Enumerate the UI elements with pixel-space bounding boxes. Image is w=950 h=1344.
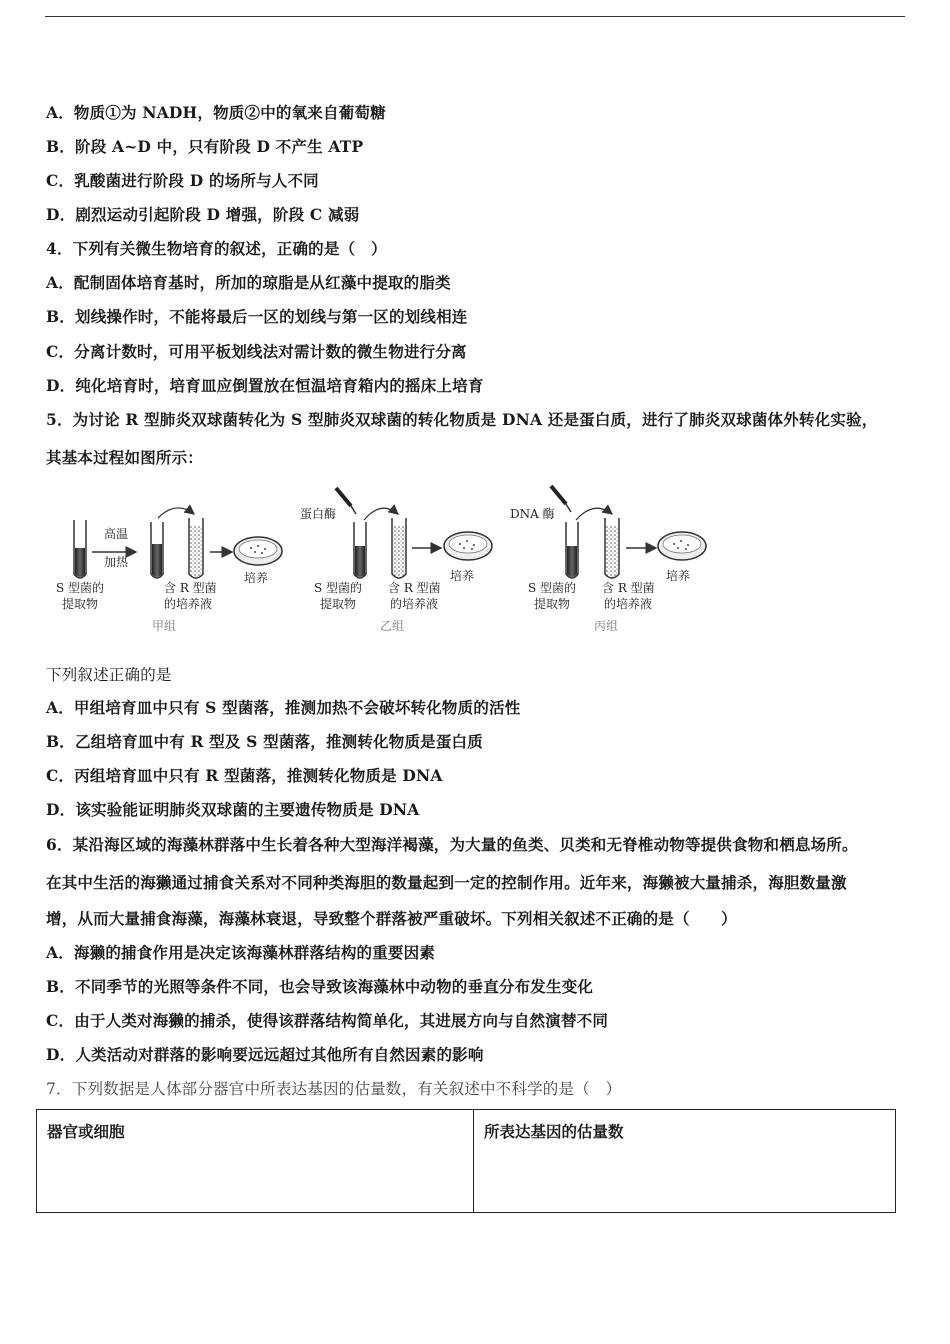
petri-dish bbox=[444, 532, 492, 560]
table-header-gene-count: 所表达基因的估量数 bbox=[474, 1110, 896, 1213]
test-tube-r-culture bbox=[605, 518, 619, 578]
table-row bbox=[37, 1110, 896, 1213]
r-culture-label-2: 的培养液 bbox=[164, 597, 213, 611]
q4-option-b: B．划线操作时，不能将最后一区的划线与第一区的划线相连 bbox=[46, 307, 468, 326]
r-culture-label-2: 的培养液 bbox=[390, 597, 439, 611]
petri-dish bbox=[234, 537, 282, 565]
q6-stem-line3: 增，从而大量捕食海藻，海藻林衰退，导致整个群落被严重破坏。下列相关叙述不正确的是（ ） bbox=[46, 909, 737, 928]
group-caption: 乙组 bbox=[380, 619, 405, 633]
q5-stem-line2: 其基本过程如图所示： bbox=[46, 448, 204, 467]
q7-table bbox=[36, 1109, 896, 1213]
q3-option-c: C．乳酸菌进行阶段 D 的场所与人不同 bbox=[46, 171, 319, 190]
q6-option-a: A．海獭的捕食作用是决定该海藻林群落结构的重要因素 bbox=[46, 943, 436, 962]
r-culture-label-1: 含 R 型菌 bbox=[164, 581, 217, 595]
q4-option-d: D．纯化培育时，培育皿应倒置放在恒温培育箱内的摇床上培育 bbox=[46, 376, 484, 395]
q6-stem-line1: 6．某沿海区域的海藻林群落中生长着各种大型海洋褐藻，为大量的鱼类、贝类和无脊椎动物等提供食物和栖息场所。 bbox=[46, 835, 858, 854]
experiment-figure bbox=[46, 478, 726, 648]
table-header-organ: 器官或细胞 bbox=[37, 1110, 474, 1213]
arrow-transfer bbox=[158, 508, 194, 518]
test-tube-r-culture bbox=[189, 518, 203, 578]
enzyme-label: 蛋白酶 bbox=[300, 507, 337, 521]
group-bing bbox=[510, 486, 706, 633]
heat-label-1: 高温 bbox=[104, 527, 129, 541]
dropper-icon bbox=[336, 488, 356, 514]
s-extract-label-2: 提取物 bbox=[320, 597, 357, 611]
petri-dish bbox=[658, 532, 706, 560]
q4-option-a: A．配制固体培育基时，所加的琼脂是从红藻中提取的脂类 bbox=[46, 273, 451, 292]
s-extract-label-1: S 型菌的 bbox=[528, 581, 577, 595]
q5-prompt: 下列叙述正确的是 bbox=[46, 666, 172, 684]
group-caption: 丙组 bbox=[594, 619, 619, 633]
group-jia bbox=[56, 508, 282, 633]
group-caption: 甲组 bbox=[152, 619, 177, 633]
test-tube-s-extract bbox=[74, 520, 86, 578]
header-rule bbox=[45, 16, 905, 17]
q4-option-c: C．分离计数时，可用平板划线法对需计数的微生物进行分离 bbox=[46, 342, 467, 361]
q4-stem: 4．下列有关微生物培育的叙述，正确的是（ ） bbox=[46, 239, 387, 258]
q3-option-b: B．阶段 A~D 中，只有阶段 D 不产生 ATP bbox=[46, 137, 364, 156]
group-yi bbox=[300, 488, 492, 633]
q5-option-d: D．该实验能证明肺炎双球菌的主要遗传物质是 DNA bbox=[46, 800, 420, 819]
q5-stem-line1: 5．为讨论 R 型肺炎双球菌转化为 S 型肺炎双球菌的转化物质是 DNA 还是蛋白质，进行了肺炎双球菌体外转化实验， bbox=[46, 410, 878, 429]
q6-option-c: C．由于人类对海獭的捕杀，使得该群落结构简单化，其进展方向与自然演替不同 bbox=[46, 1011, 609, 1030]
test-tube-s-extract bbox=[566, 522, 578, 578]
r-culture-label-1: 含 R 型菌 bbox=[388, 581, 441, 595]
r-culture-label-2: 的培养液 bbox=[604, 597, 653, 611]
s-extract-label-2: 提取物 bbox=[534, 597, 571, 611]
q3-option-a: A．物质①为 NADH，物质②中的氧来自葡萄糖 bbox=[46, 103, 386, 122]
q5-option-c: C．丙组培育皿中只有 R 型菌落，推测转化物质是 DNA bbox=[46, 766, 443, 785]
culture-label: 培养 bbox=[666, 569, 691, 583]
s-extract-label-2: 提取物 bbox=[62, 597, 99, 611]
q6-option-d: D．人类活动对群落的影响要远远超过其他所有自然因素的影响 bbox=[46, 1045, 484, 1064]
q5-option-b: B．乙组培育皿中有 R 型及 S 型菌落，推测转化物质是蛋白质 bbox=[46, 732, 483, 751]
q5-option-a: A．甲组培育皿中只有 S 型菌落，推测加热不会破坏转化物质的活性 bbox=[46, 698, 521, 717]
q7-stem: 7．下列数据是人体部分器官中所表达基因的估量数，有关叙述中不科学的是（ ） bbox=[46, 1080, 622, 1098]
culture-label: 培养 bbox=[244, 571, 269, 585]
enzyme-label: DNA 酶 bbox=[510, 507, 555, 521]
r-culture-label-1: 含 R 型菌 bbox=[602, 581, 655, 595]
culture-label: 培养 bbox=[450, 569, 475, 583]
test-tube-s-extract bbox=[354, 522, 366, 578]
q3-option-d: D．剧烈运动引起阶段 D 增强，阶段 C 减弱 bbox=[46, 205, 360, 224]
q6-option-b: B．不同季节的光照等条件不同，也会导致该海藻林中动物的垂直分布发生变化 bbox=[46, 977, 594, 996]
test-tube-r-culture bbox=[392, 518, 406, 578]
q6-stem-line2: 在其中生活的海獭通过捕食关系对不同种类海胆的数量起到一定的控制作用。近年来，海獭被大量捕杀，海胆数量激 bbox=[46, 873, 847, 892]
heat-label-2: 加热 bbox=[104, 555, 129, 569]
s-extract-label-1: S 型菌的 bbox=[314, 581, 363, 595]
test-tube-small bbox=[151, 522, 163, 578]
s-extract-label-1: S 型菌的 bbox=[56, 581, 105, 595]
